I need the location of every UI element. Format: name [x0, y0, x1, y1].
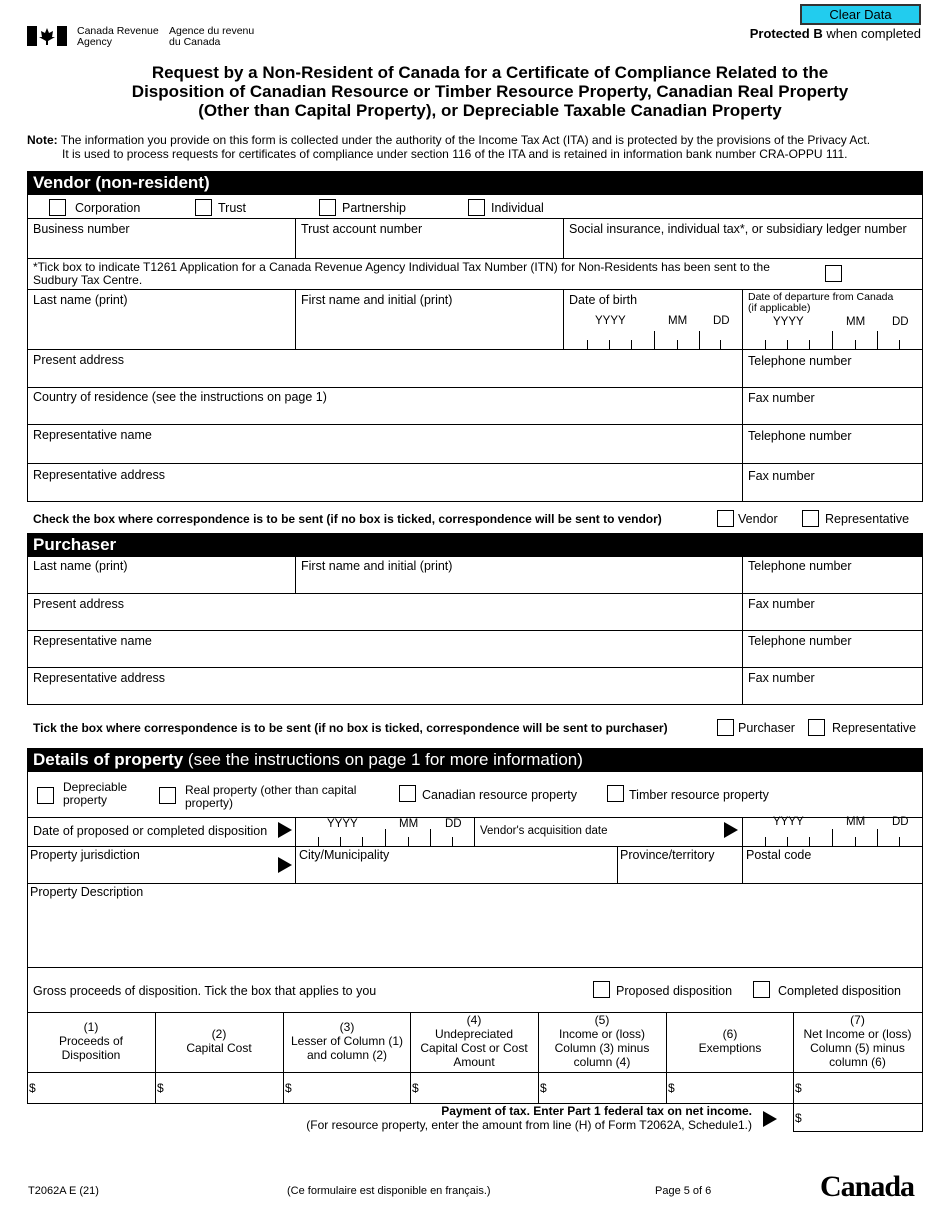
rule [877, 331, 878, 349]
vendor-heading: Vendor (non-resident) [27, 171, 923, 195]
corr-purchaser-checkbox[interactable] [717, 719, 734, 736]
rule [27, 258, 923, 259]
purchaser-rep-fax-label: Fax number [748, 671, 815, 685]
column-6-header: (6) Exemptions [698, 1027, 762, 1055]
rule [809, 340, 810, 349]
purchaser-last-name-input[interactable] [30, 575, 292, 593]
vendor-rep-fax-input[interactable] [745, 482, 919, 500]
timber-resource-checkbox[interactable] [607, 785, 624, 802]
rule [27, 349, 923, 350]
rule [27, 424, 923, 425]
real-property-label: Real property (other than capital property) [185, 783, 357, 810]
business-number-input[interactable] [30, 238, 292, 256]
exemptions-input[interactable] [676, 1076, 791, 1100]
arrow-right-icon-3 [278, 857, 292, 873]
rule [27, 593, 923, 594]
rule [27, 704, 923, 705]
disp-dd: DD [445, 818, 462, 830]
corr-purchaser-rep-checkbox[interactable] [808, 719, 825, 736]
acq-date-label: Vendor's acquisition date [480, 825, 608, 837]
completed-checkbox[interactable] [753, 981, 770, 998]
rule [720, 340, 721, 349]
dob-dd: DD [713, 315, 730, 327]
vendor-first-name-input[interactable] [298, 318, 560, 340]
vendor-rep-phone-input[interactable] [745, 443, 919, 461]
acq-dd: DD [892, 816, 909, 828]
rule [27, 463, 923, 464]
province-label: Province/territory [620, 848, 715, 862]
vendor-rep-name-label: Representative name [33, 428, 152, 442]
vendor-last-name-input[interactable] [30, 318, 292, 340]
col4-currency: $ [412, 1081, 419, 1095]
protected-b-label [750, 26, 921, 41]
column-3-header: (3) Lesser of Column (1) and column (2) [290, 1020, 404, 1062]
rule [27, 289, 923, 290]
country-label: Country of residence (see the instructions on page 1) [33, 390, 327, 404]
description-input[interactable] [30, 902, 918, 964]
gross-proceeds-label: Gross proceeds of disposition. Tick the box that applies to you [33, 984, 377, 998]
dep-yyyy: YYYY [773, 316, 804, 328]
rule [832, 331, 833, 349]
rule [27, 501, 923, 502]
city-input[interactable] [298, 862, 614, 880]
purchaser-address-label: Present address [33, 597, 125, 611]
depreciable-checkbox[interactable] [37, 787, 54, 804]
dob-label: Date of birth [569, 293, 638, 307]
note-text-2: It is used to process requests for certificates of compliance under section 116 of the ITA and is retained in information bank number CRA-OPPU 111. [62, 147, 848, 161]
note-label: Note: [27, 133, 58, 147]
rule [742, 817, 743, 883]
rule [474, 817, 475, 846]
rule [855, 340, 856, 349]
property-heading-note: (see the instructions on page 1 for more information) [183, 750, 583, 769]
rule [362, 837, 363, 846]
rule [677, 340, 678, 349]
rule [295, 557, 296, 593]
corr-vendor-rep-checkbox[interactable] [802, 510, 819, 527]
french-note: (Ce formulaire est disponible en français.) [287, 1185, 491, 1197]
purchaser-last-name-label: Last name (print) [33, 559, 128, 573]
purchaser-fax-input[interactable] [745, 612, 919, 630]
rule [318, 837, 319, 846]
form-title: Request by a Non-Resident of Canada for a Certificate of Compliance Related to the Disposition of Canadian Resource or Timber Resource Property, Canadian Real Property (Other than Capital Property), or Depreciable Taxable Canadian Property [131, 63, 849, 120]
corr-vendor-checkbox[interactable] [717, 510, 734, 527]
rule [699, 331, 700, 349]
purchaser-first-name-label: First name and initial (print) [301, 559, 453, 573]
rule [666, 1012, 667, 1103]
property-heading-bold: Details of property [33, 750, 184, 769]
rule [430, 829, 431, 846]
rule [563, 218, 564, 258]
individual-checkbox[interactable] [468, 199, 485, 216]
rule [155, 1012, 156, 1103]
province-input[interactable] [620, 862, 739, 880]
column-4-header: (4) Undepreciated Capital Cost or Cost Amount [420, 1013, 528, 1069]
purchaser-rep-address-input[interactable] [30, 686, 738, 704]
col6-currency: $ [668, 1081, 675, 1095]
vendor-address-input[interactable] [30, 368, 738, 386]
purchaser-fax-label: Fax number [748, 597, 815, 611]
jurisdiction-label: Property jurisdiction [30, 848, 140, 862]
net-income-input[interactable] [803, 1076, 920, 1100]
purchaser-heading: Purchaser [27, 533, 923, 557]
rule [27, 667, 923, 668]
property-heading [27, 748, 923, 772]
rule [408, 837, 409, 846]
protected-suffix: when completed [822, 26, 921, 41]
purchaser-phone-label: Telephone number [748, 559, 852, 573]
city-label: City/Municipality [299, 848, 390, 862]
col5-currency: $ [540, 1081, 547, 1095]
rule [899, 837, 900, 846]
individual-label: Individual [491, 201, 544, 215]
corporation-checkbox[interactable] [49, 199, 66, 216]
trust-label: Trust [218, 201, 247, 215]
rule [899, 340, 900, 349]
rule [654, 331, 655, 349]
vendor-phone-label: Telephone number [748, 354, 852, 368]
corr-vendor-label: Vendor [738, 512, 778, 526]
vendor-corr-text: Check the box where correspondence is to be sent (if no box is ticked, correspondence will be sent to vendor) [33, 512, 662, 526]
acq-yyyy: YYYY [773, 816, 804, 828]
rule [742, 289, 743, 502]
column-2-header: (2) Capital Cost [186, 1027, 252, 1055]
rule [765, 340, 766, 349]
col3-currency: $ [285, 1081, 292, 1095]
rule [295, 817, 296, 883]
lesser-input[interactable] [293, 1076, 408, 1100]
rule [922, 772, 923, 1103]
corporation-label: Corporation [75, 201, 141, 215]
rule [587, 340, 588, 349]
rule [631, 340, 632, 349]
partnership-checkbox[interactable] [319, 199, 336, 216]
corr-vendor-rep-label: Representative [825, 512, 910, 526]
canadian-resource-label: Canadian resource property [422, 788, 577, 802]
ucc-input[interactable] [420, 1076, 536, 1100]
rule [832, 829, 833, 846]
corr-purchaser-rep-label: Representative [832, 721, 917, 735]
column-7-header: (7) Net Income or (loss) Column (5) minus column (6) [803, 1013, 912, 1069]
purchaser-address-input[interactable] [30, 612, 738, 630]
rule [27, 1072, 923, 1073]
dep-dd: DD [892, 316, 909, 328]
vendor-rep-address-input[interactable] [30, 482, 738, 500]
purchaser-rep-name-input[interactable] [30, 649, 738, 667]
rule [27, 883, 923, 884]
rule [340, 837, 341, 846]
rule [27, 846, 923, 847]
dob-yyyy: YYYY [595, 315, 626, 327]
agency-name-fr: Agence du revenu du Canada [169, 25, 255, 48]
vendor-rep-name-input[interactable] [30, 443, 738, 461]
rule [855, 837, 856, 846]
rule [787, 340, 788, 349]
real-property-checkbox[interactable] [159, 787, 176, 804]
col2-currency: $ [157, 1081, 164, 1095]
column-1-header: (1) Proceeds of Disposition [58, 1020, 124, 1062]
agency-name-en: Canada Revenue Agency [77, 25, 159, 48]
proposed-label: Proposed disposition [616, 984, 733, 998]
sin-input[interactable] [566, 238, 918, 256]
trust-account-input[interactable] [298, 238, 560, 256]
t1261-note: *Tick box to indicate T1261 Application for a Canada Revenue Agency Individual Tax Number (ITN) for Non-Residents has been sent to the Sudbury Tax Centre. [33, 260, 770, 287]
vendor-first-name-label: First name and initial (print) [301, 293, 453, 307]
acq-mm: MM [846, 816, 866, 828]
rule [295, 289, 296, 349]
vendor-rep-fax-label: Fax number [748, 469, 815, 483]
dob-mm: MM [668, 315, 688, 327]
canadian-resource-checkbox[interactable] [399, 785, 416, 802]
income-input[interactable] [548, 1076, 664, 1100]
trust-account-label: Trust account number [301, 222, 423, 236]
col1-currency: $ [29, 1081, 36, 1095]
dob-input[interactable] [566, 326, 736, 346]
clear-data-button[interactable]: Clear Data [800, 4, 921, 25]
purchaser-rep-phone-input[interactable] [745, 649, 919, 667]
rule [609, 340, 610, 349]
vendor-last-name-label: Last name (print) [33, 293, 128, 307]
corr-purchaser-label: Purchaser [738, 721, 795, 735]
depreciable-label: Depreciable property [63, 780, 128, 807]
privacy-note [27, 133, 927, 161]
payment-bold: Payment of tax. Enter Part 1 federal tax on net income. [441, 1104, 752, 1118]
rule [27, 630, 923, 631]
rule [385, 829, 386, 846]
departure-label: Date of departure from Canada (if applicable) [748, 291, 894, 314]
rule [295, 218, 296, 258]
purchaser-rep-name-label: Representative name [33, 634, 152, 648]
disp-yyyy: YYYY [327, 818, 358, 830]
proceeds-input[interactable] [37, 1076, 153, 1100]
vendor-phone-input[interactable] [745, 368, 919, 386]
proposed-checkbox[interactable] [593, 981, 610, 998]
partnership-label: Partnership [342, 201, 406, 215]
vendor-fax-label: Fax number [748, 391, 815, 405]
form-id: T2062A E (21) [28, 1185, 99, 1197]
arrow-right-icon [278, 822, 292, 838]
rule [27, 218, 923, 219]
purchaser-rep-address-label: Representative address [33, 671, 166, 685]
vendor-rep-address-label: Representative address [33, 468, 166, 482]
description-label: Property Description [30, 885, 144, 899]
postal-label: Postal code [746, 848, 812, 862]
tax-payment-input[interactable] [803, 1106, 920, 1129]
trust-checkbox[interactable] [195, 199, 212, 216]
completed-label: Completed disposition [778, 984, 901, 998]
column-5-header: (5) Income or (loss) Column (3) minus column (4) [554, 1013, 650, 1069]
purchaser-rep-phone-label: Telephone number [748, 634, 852, 648]
rule [617, 846, 618, 883]
rule [765, 837, 766, 846]
purchaser-first-name-input[interactable] [298, 575, 738, 593]
sin-label: Social insurance, individual tax*, or subsidiary ledger number [569, 222, 907, 236]
col7-currency: $ [795, 1081, 802, 1095]
vendor-address-label: Present address [33, 353, 125, 367]
arrow-right-icon-2 [724, 822, 738, 838]
postal-input[interactable] [745, 862, 919, 880]
arrow-right-icon-4 [763, 1111, 777, 1127]
purchaser-corr-text: Tick the box where correspondence is to be sent (if no box is ticked, correspondence will be sent to purchaser) [33, 721, 668, 735]
rule [793, 1131, 923, 1132]
canada-wordmark: Canada [820, 1170, 915, 1203]
t1261-checkbox[interactable] [825, 265, 842, 282]
page-number: Page 5 of 6 [655, 1185, 712, 1197]
rule [452, 837, 453, 846]
rule [563, 289, 564, 349]
canada-flag-icon [27, 26, 67, 49]
business-number-label: Business number [33, 222, 130, 236]
purchaser-rep-fax-input[interactable] [745, 686, 919, 704]
disposition-date-label: Date of proposed or completed disposition [33, 824, 268, 838]
rule [809, 837, 810, 846]
rule [787, 837, 788, 846]
rule [27, 967, 923, 968]
note-text: The information you provide on this form is collected under the authority of the Income Tax Act (ITA) and is protected by the provisions of the Privacy Act. [57, 133, 871, 147]
disp-mm: MM [399, 818, 419, 830]
protected-b-bold: Protected B [749, 26, 823, 41]
timber-resource-label: Timber resource property [629, 788, 769, 802]
capital-cost-input[interactable] [165, 1076, 281, 1100]
rule [27, 387, 923, 388]
payment-note: (For resource property, enter the amount from line (H) of Form T2062A, Schedule1.) [306, 1118, 752, 1132]
tax-currency: $ [795, 1111, 802, 1125]
country-input[interactable] [30, 405, 738, 423]
rule [877, 829, 878, 846]
disposition-date-input[interactable] [298, 830, 466, 846]
vendor-rep-phone-label: Telephone number [748, 429, 852, 443]
dep-mm: MM [846, 316, 866, 328]
vendor-fax-input[interactable] [745, 405, 919, 423]
rule [922, 1103, 923, 1131]
purchaser-phone-input[interactable] [745, 575, 919, 593]
